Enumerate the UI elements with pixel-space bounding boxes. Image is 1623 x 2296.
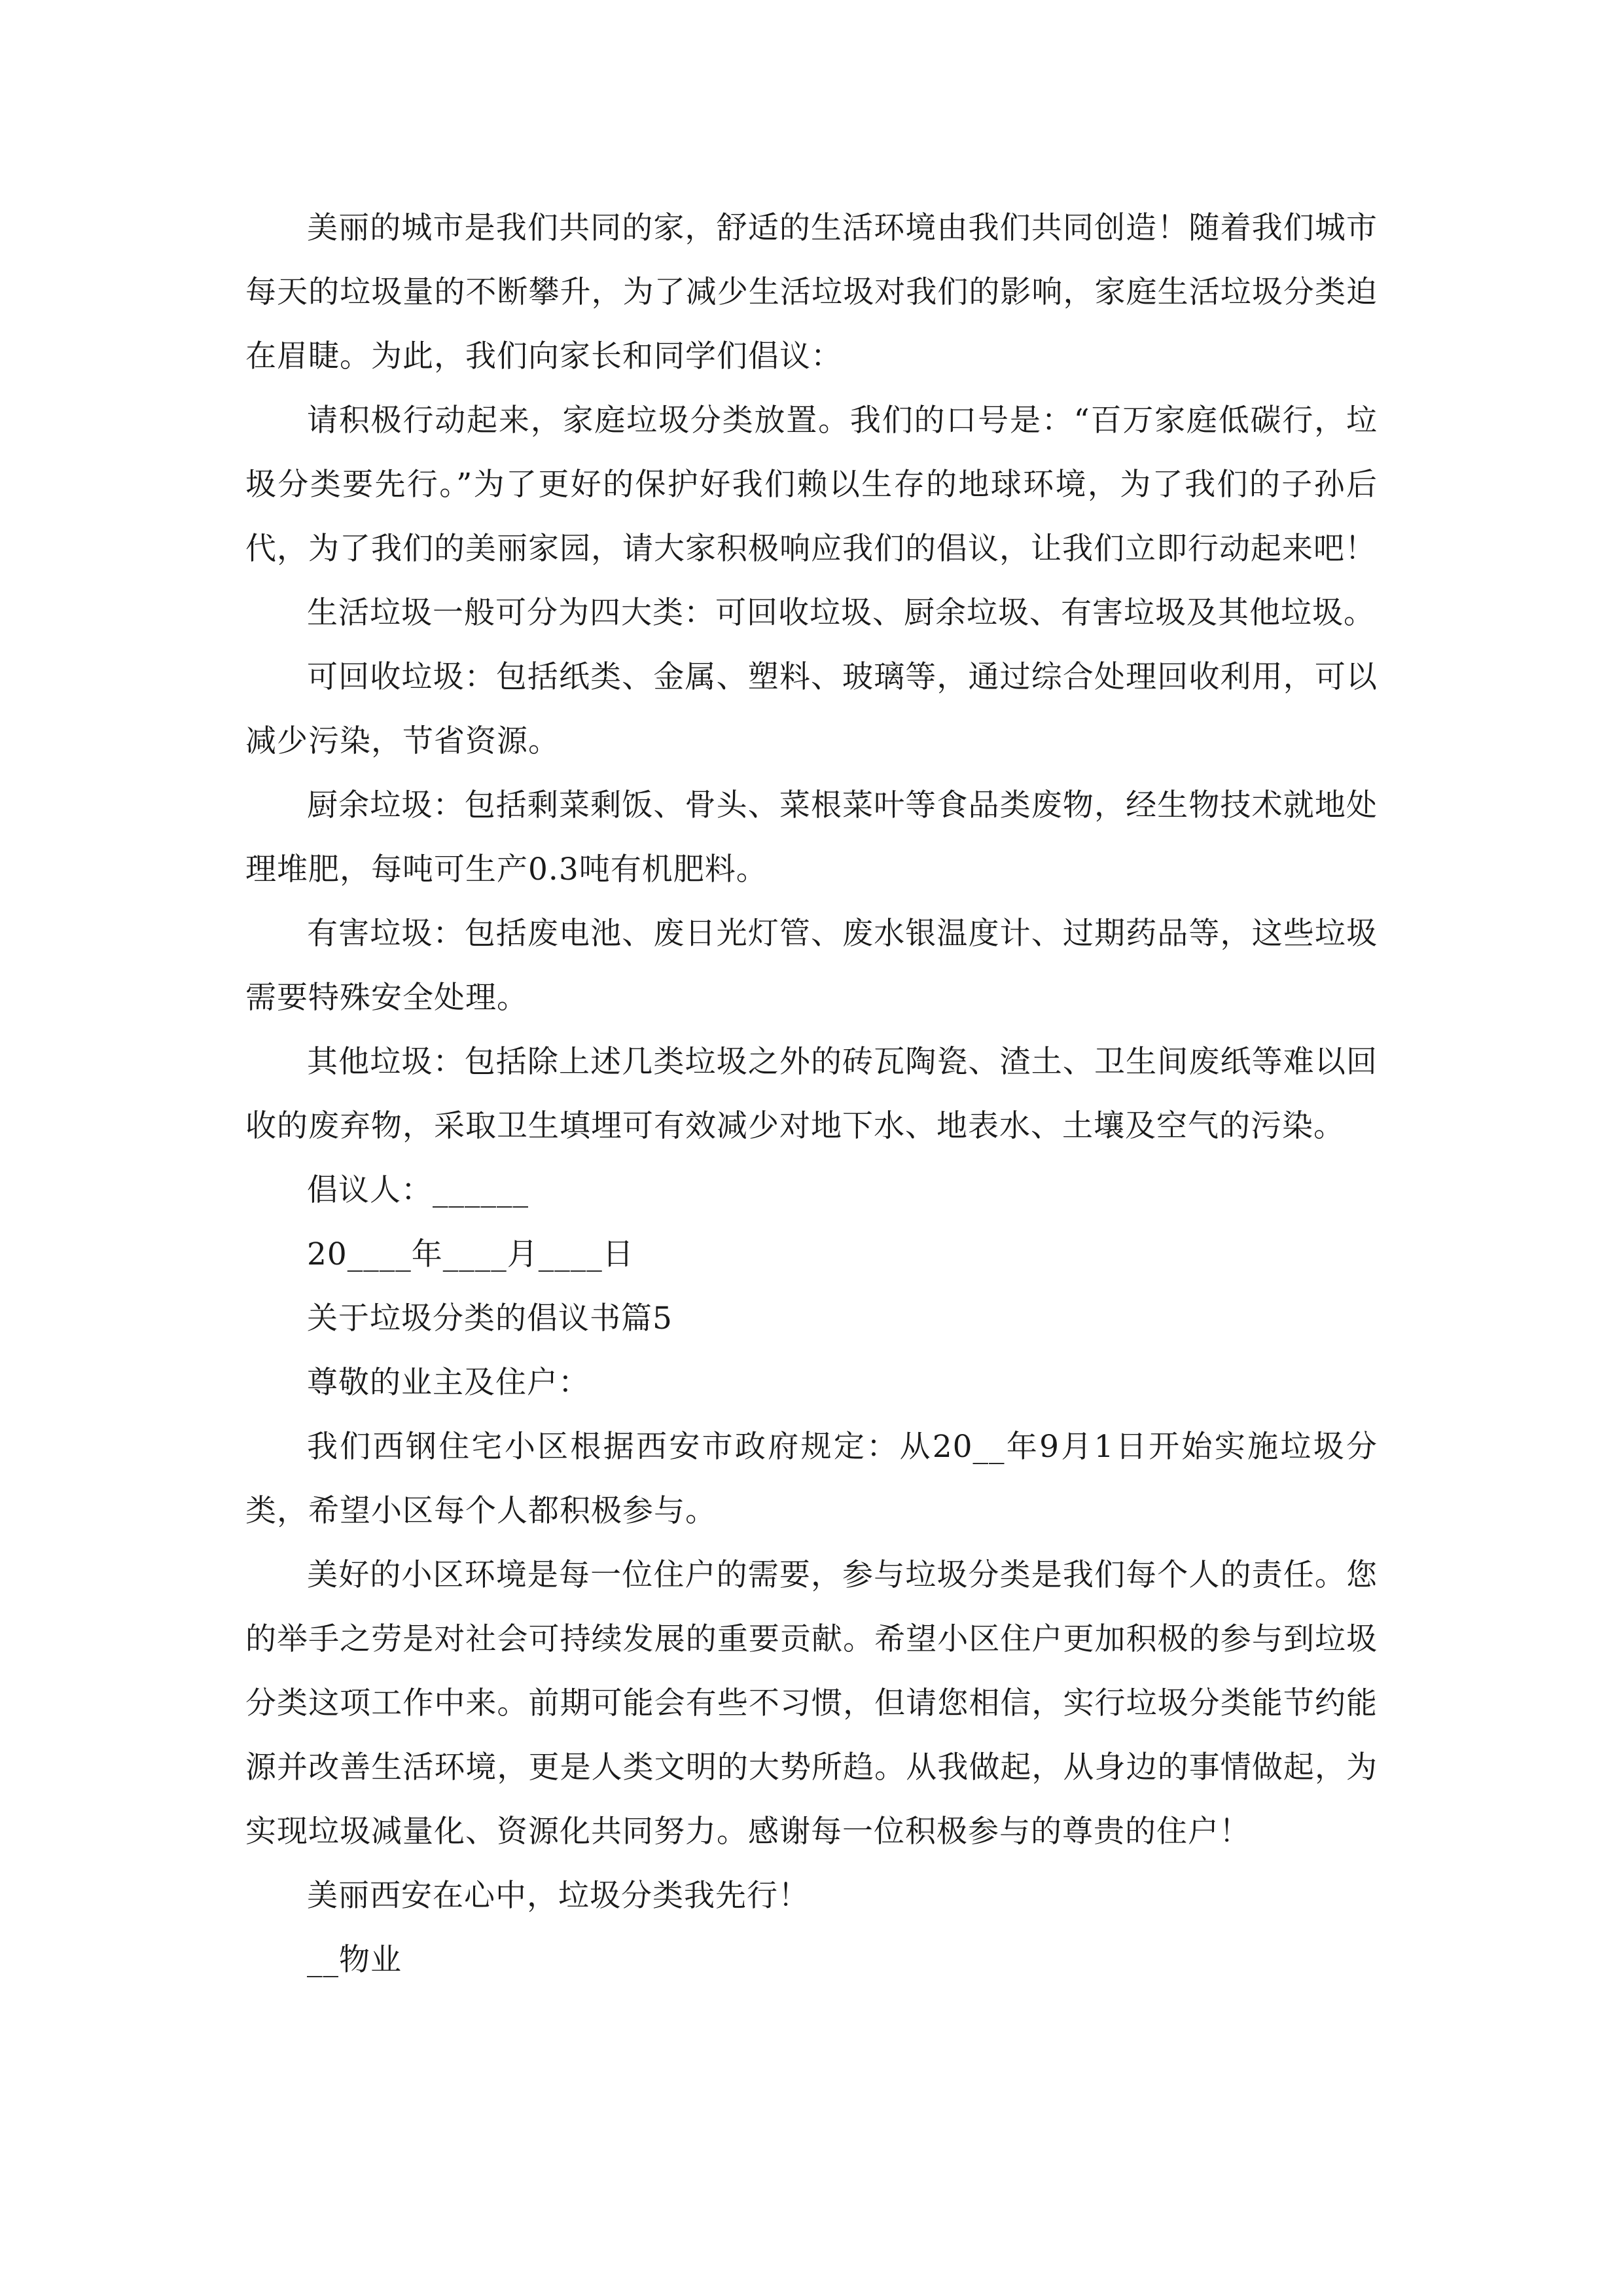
slogan: 美丽西安在心中，垃圾分类我先行！ [307,1878,810,1914]
paragraph: 请积极行动起来，家庭垃圾分类放置。我们的口号是：“百万家庭低碳行，垃圾分类要先行。”为了更好的保护好我们赖以生存的地球环境，为了我们的子孙后代，为了我们的美丽家园，请大家积极响应我们的倡议，让我们立即行动起来吧！ [245,403,1378,567]
date-line: 20____年____月____日 [307,1236,634,1272]
section-title: 关于垃圾分类的倡议书篇5 [307,1300,673,1336]
paragraph: 厨余垃圾：包括剩菜剩饭、骨头、菜根菜叶等食品类废物，经生物技术就地处理堆肥，每吨可生产0.3吨有机肥料。 [245,787,1378,888]
paragraph: 我们西钢住宅小区根据西安市政府规定：从20__年9月1日开始实施垃圾分类，希望小区每个人都积极参与。 [245,1429,1378,1529]
paragraph: 可回收垃圾：包括纸类、金属、塑料、玻璃等，通过综合处理回收利用，可以减少污染，节省资源。 [245,659,1378,759]
paragraph: 美好的小区环境是每一位住户的需要，参与垃圾分类是我们每个人的责任。您的举手之劳是对社会可持续发展的重要贡献。希望小区住户更加积极的参与到垃圾分类这项工作中来。前期可能会有些不习惯，但请您相信，实行垃圾分类能节约能源并改善生活环境，更是人类文明的大势所趋。从我做起，从身边的事情做起，为实现垃圾减量化、资源化共同努力。感谢每一位积极参与的尊贵的住户！ [245,1557,1378,1850]
paragraph: 生活垃圾一般可分为四大类：可回收垃圾、厨余垃圾、有害垃圾及其他垃圾。 [307,595,1375,631]
sign-off: __物业 [307,1942,402,1978]
greeting: 尊敬的业主及住户： [307,1365,590,1401]
paragraph: 其他垃圾：包括除上述几类垃圾之外的砖瓦陶瓷、渣土、卫生间废纸等难以回收的废弃物，采取卫生填埋可有效减少对地下水、地表水、土壤及空气的污染。 [245,1044,1378,1144]
document-page [245,196,1378,1992]
paragraph: 有害垃圾：包括废电池、废日光灯管、废水银温度计、过期药品等，这些垃圾需要特殊安全处理。 [245,916,1378,1016]
paragraph: 美丽的城市是我们共同的家，舒适的生活环境由我们共同创造！随着我们城市每天的垃圾量的不断攀升，为了减少生活垃圾对我们的影响，家庭生活垃圾分类迫在眉睫。为此，我们向家长和同学们倡议： [245,210,1378,374]
signer-line: 倡议人：______ [307,1172,529,1208]
